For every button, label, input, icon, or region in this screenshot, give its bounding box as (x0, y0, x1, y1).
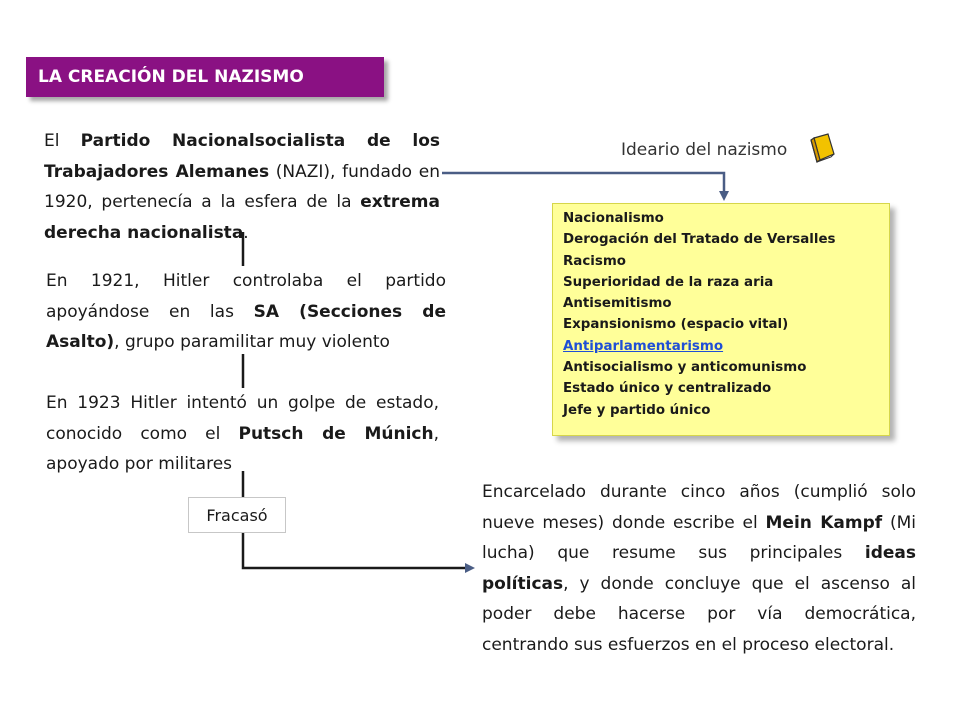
paragraph1-segment: Partido Nacionalsocialista de los Trabajadores Alemanes (44, 131, 441, 182)
ideario-item: Derogación del Tratado de Versalles (563, 232, 836, 248)
connector-to-mein-kampf (243, 533, 470, 568)
paragraph4-segment: (Mi lucha) que resume sus principales (482, 512, 916, 563)
paragraph1-segment: El (44, 131, 81, 151)
paragraph2-segment: , grupo paramilitar muy violento (114, 332, 390, 352)
paragraph2-segment: En 1921, Hitler controlaba el partido apoyándose en las (46, 271, 446, 322)
connector-to-ideario (442, 173, 724, 196)
ideario-item: Expansionismo (espacio vital) (563, 317, 789, 333)
ideario-item: Estado único y centralizado (563, 381, 772, 397)
ideario-item: Racismo (563, 253, 626, 269)
paragraph1-segment: . (243, 222, 249, 243)
ideario-item: Antisemitismo (563, 296, 672, 312)
ideario-label: Ideario del nazismo (621, 140, 788, 160)
paragraph3-segment: En 1923 Hitler intentó un golpe de estado, conocido como el (46, 393, 439, 444)
paragraph3-segment: , apoyado por militares (46, 423, 439, 474)
paragraph4-segment: ideas políticas (482, 543, 916, 594)
fracaso-label: Fracasó (206, 505, 268, 525)
ideario-item: Nacionalismo (563, 211, 664, 226)
paragraph3-segment: Putsch de Múnich (238, 423, 434, 444)
page-title: LA CREACIÓN DEL NAZISMO (38, 67, 304, 87)
paragraph2-segment: SA (Secciones de Asalto) (46, 301, 447, 352)
ideario-item-link[interactable]: Antiparlamentarismo (563, 338, 724, 354)
ideario-item: Jefe y partido único (563, 402, 711, 418)
paragraph1-segment: (NAZI), fundado en 1920, pertenecía a la esfera de la (44, 161, 440, 212)
paragraph4-segment: Mein Kampf (765, 512, 883, 533)
paragraph4-segment: , y donde concluye que el ascenso al poder debe hacerse por vía democrática, centrando sus esfuerzos en el proceso electoral. (482, 573, 916, 655)
ideario-item: Antisocialismo y anticomunismo (563, 360, 807, 376)
ideario-item: Superioridad de la raza aria (563, 274, 774, 290)
paragraph1-segment: extrema derecha nacionalista (44, 192, 440, 243)
paragraph4-segment: Encarcelado durante cinco años (cumplió solo nueve meses) donde escribe el (482, 482, 916, 533)
